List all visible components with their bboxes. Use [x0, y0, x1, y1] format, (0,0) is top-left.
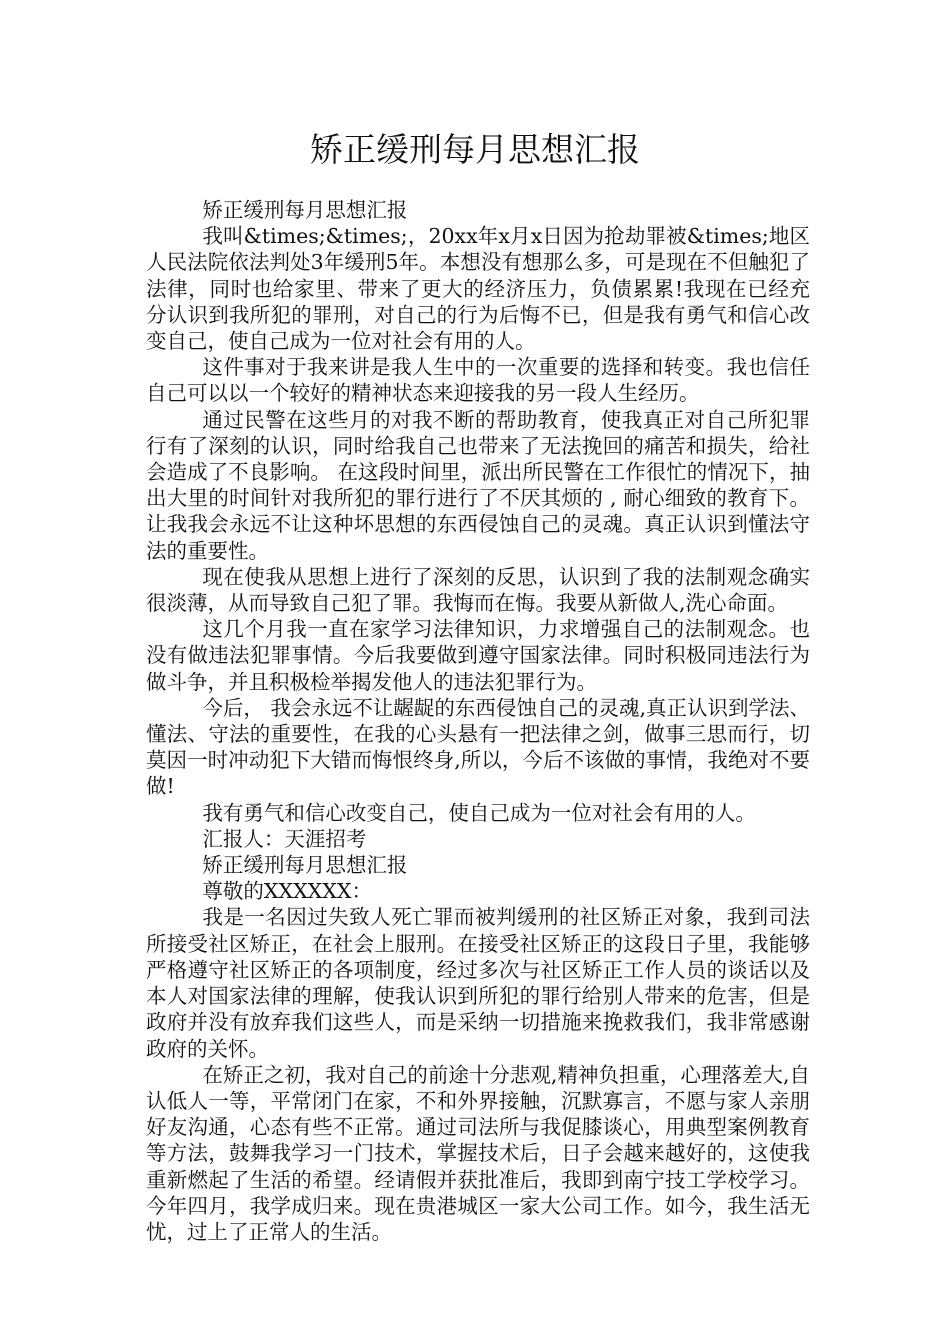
- paragraph: 通过民警在这些月的对我不断的帮助教育，使我真正对自己所犯罪行有了深刻的认识，同时给我自己也带来了无法挽回的痛苦和损失，给社会造成了不良影响。 在这段时间里，派出所民警在工作很忙的情况下，抽出大里的时间针对我所犯的罪行进行了不厌其烦的 , 耐心细致的教育下。 让我我会永远不让这种坏思想的东西侵蚀自己的灵魂。真正认识到懂法守法的重要性。: [146, 407, 810, 563]
- paragraph: 现在使我从思想上进行了深刻的反思，认识到了我的法制观念确实很淡薄，从而导致自己犯了罪。我悔而在悔。我要从新做人,洗心命面。: [146, 564, 810, 616]
- document-title: 矫正缓刑每月思想汇报: [310, 130, 640, 169]
- paragraph: 这几个月我一直在家学习法律知识，力求增强自己的法制观念。也没有做违法犯罪事情。今后我要做到遵守国家法律。同时积极同违法行为做斗争，并且积极检举揭发他人的违法犯罪行为。: [146, 617, 810, 694]
- document-body: [146, 197, 810, 1245]
- paragraph: 在矫正之初，我对自己的前途十分悲观,精神负担重，心理落差大,自认低人一等，平常闭门在家，不和外界接触，沉默寡言，不愿与家人亲朋好友沟通，心态有些不正常。通过司法所与我促膝谈心，用典型案例教育等方法，鼓舞我学习一门技术，掌握技术后，日子会越来越好的，这使我重新燃起了生活的希望。经请假并获批准后，我即到南宁技工学校学习。今年四月，我学成归来。现在贵港城区一家大公司工作。如今，我生活无忧，过上了正常人的生活。: [146, 1062, 810, 1244]
- reporter-line: 汇报人：天涯招考: [202, 826, 367, 851]
- paragraph: 我有勇气和信心改变自己，使自己成为一位对社会有用的人。: [202, 800, 756, 825]
- paragraph: 今后， 我会永远不让龌龊的东西侵蚀自己的灵魂,真正认识到学法、懂法、守法的重要性，在我的心头悬有一把法律之剑，做事三思而行，切莫因一时冲动犯下大错而悔恨终身,所以，今后不该做的事情，我绝对不要做!: [146, 695, 810, 799]
- paragraph-subtitle: 矫正缓刑每月思想汇报: [202, 853, 408, 878]
- paragraph: 我叫&times;&times;，20xx年x月x日因为抢劫罪被&times;地区人民法院依法判处3年缓刑5年。本想没有想那么多，可是现在不但触犯了法律，同时也给家里、带来了更大的经济压力，负债累累!我现在已经充分认识到我所犯的罪刑，对自己的行为后悔不已，但是我有勇气和信心改变自己，使自己成为一位对社会有用的人。: [146, 224, 810, 354]
- paragraph: 我是一名因过失致人死亡罪而被判缓刑的社区矫正对象，我到司法所接受社区矫正，在社会上服刑。在接受社区矫正的这段日子里，我能够严格遵守社区矫正的各项制度，经过多次与社区矫正工作人员的谈话以及本人对国家法律的理解，使我认识到所犯的罪行给别人带来的危害，但是政府并没有放弃我们这些人，而是采纳一切措施来挽救我们，我非常感谢政府的关怀。: [146, 905, 810, 1061]
- salutation: 尊敬的XXXXXX：: [202, 879, 372, 904]
- paragraph: 这件事对于我来讲是我人生中的一次重要的选择和转变。我也信任自己可以以一个较好的精神状态来迎接我的另一段人生经历。: [146, 355, 810, 406]
- paragraph-subtitle: 矫正缓刑每月思想汇报: [202, 198, 408, 222]
